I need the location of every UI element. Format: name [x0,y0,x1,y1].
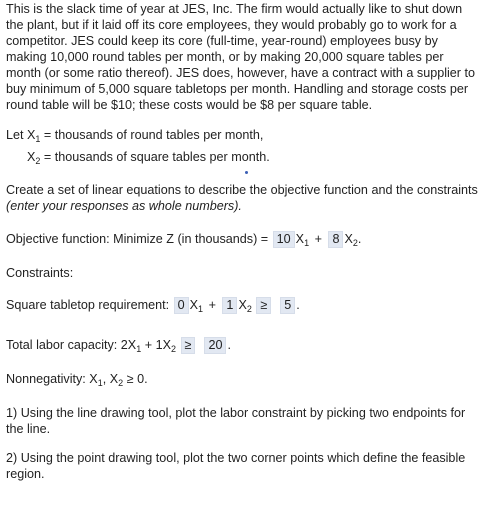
variable-x1-definition: Let $X_1$ = thousands of round tables per month, [6,128,264,144]
constraints-heading: Constraints: [6,266,74,280]
instructions-text: Create a set of linear equations to describe the objective function and the constraints [6,183,478,197]
labor-constraint-row: Total labor capacity: $2X_1 + 1X_2 \ge 20$ . [6,338,231,354]
square-constraint-label: Square tabletop requirement: [6,298,170,312]
instructions-note: (enter your responses as whole numbers). [6,199,242,213]
variable-definitions [6,127,481,165]
instructions [6,182,481,214]
step-1-instruction: 1) Using the line drawing tool, plot the labor constraint by picking two endpoints for the line. [6,406,466,436]
labor-constraint-label: Total labor capacity: 2X [6,338,137,352]
problem-paragraph: This is the slack time of year at JES, Inc. The firm would actually like to shut down the plant, but if it laid off its core employees, they would probably go to work for a competitor. JES could keep its core (full-time, year-round) employees busy by making 10,000 round tables per month, or by making 20,000 square tables per month (or some ratio thereof). JES does, however, have a contract with a supplier to buy minimum of 5,000 square tabletops per month. Handling and storage costs per round table will be $10; these costs would be $8 per square table. [6,2,475,112]
objective-label: Objective function: Minimize Z (in thousands) = [6,232,269,246]
objective-function-row: Objective function: Minimize Z (in thousands) = 10 $X_1 + 8$ $X_2$. [6,232,362,248]
variable-x2-definition: $X_2$ = thousands of square tables per month. [27,150,270,166]
objective-coef2-answer[interactable]: 8 [328,231,343,248]
decorative-dot [245,171,248,174]
labor-rhs-answer[interactable]: 20 [204,337,226,354]
step-2-instruction: 2) Using the point drawing tool, plot the two corner points which define the feasible region. [6,451,466,481]
square-sign-answer[interactable]: ≥ [256,297,271,314]
square-coef1-answer[interactable]: 0 [174,297,189,314]
square-constraint-row: Square tabletop requirement: 0 $X_1 + 1$ $X_2 \ge 5$ . [6,298,300,314]
problem-statement [6,1,481,113]
nonnegativity-row: Nonnegativity: $X_1$, $X_2 \ge 0$. [6,372,148,388]
labor-sign-answer[interactable]: ≥ [181,337,196,354]
objective-coef1-answer[interactable]: 10 [273,231,295,248]
square-rhs-answer[interactable]: 5 [280,297,295,314]
square-coef2-answer[interactable]: 1 [222,297,237,314]
nonnegativity-label: Nonnegativity: X [6,372,98,386]
